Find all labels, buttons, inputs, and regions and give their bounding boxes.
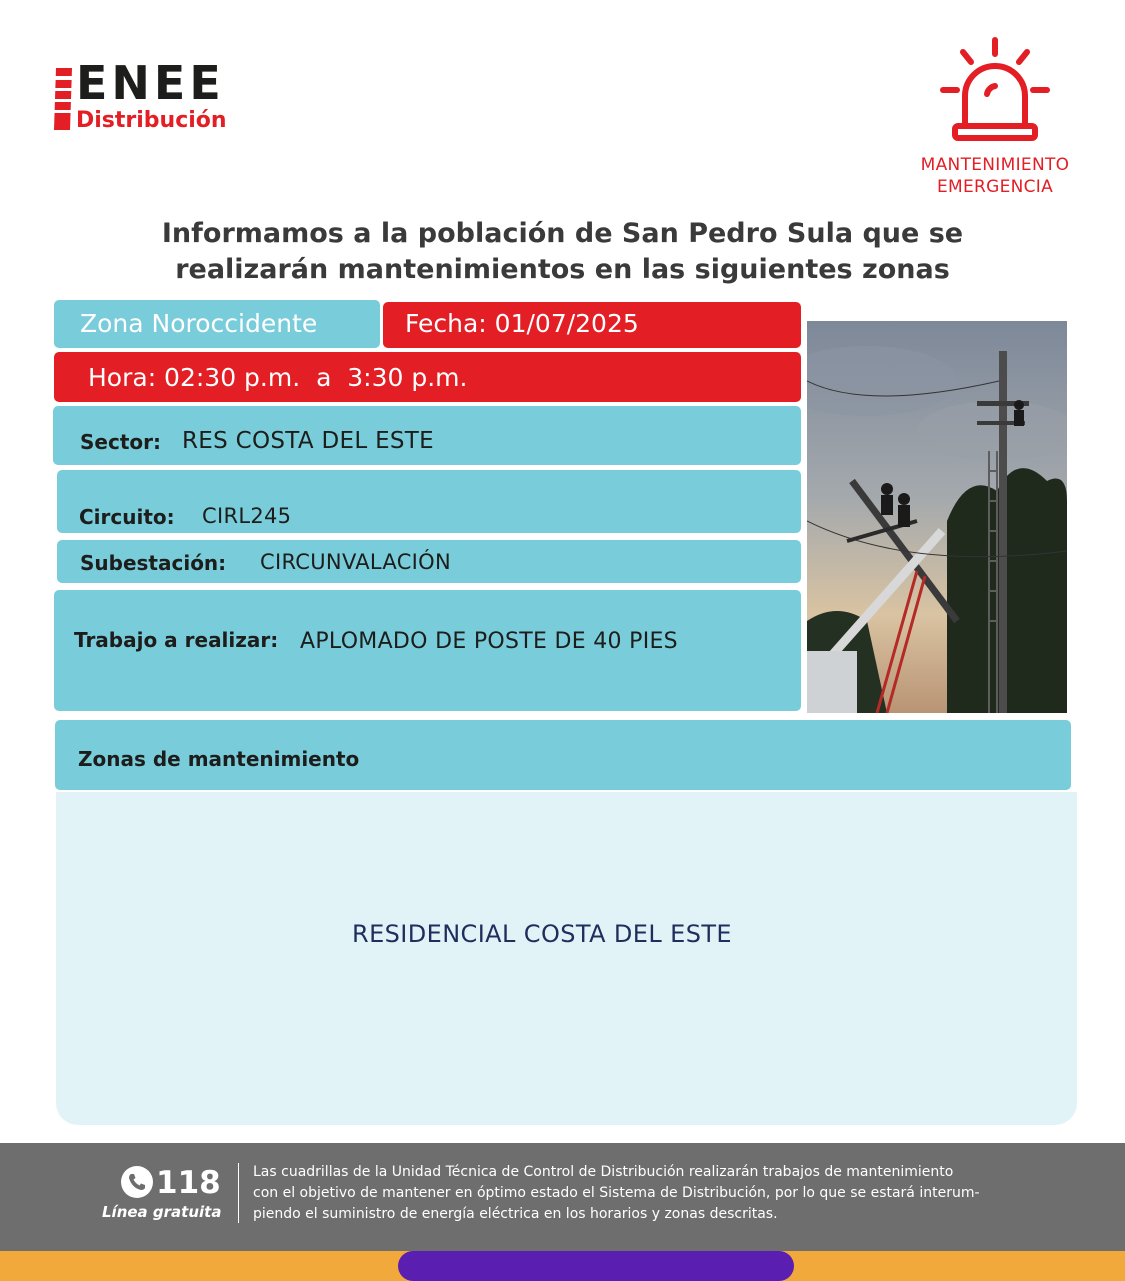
bar-segment-purple: [398, 1251, 794, 1281]
substation-value: CIRCUNVALACIÓN: [260, 550, 452, 574]
circuit-value: CIRL245: [202, 504, 292, 528]
zone-box: [54, 300, 380, 348]
bar-segment-orange: [0, 1251, 416, 1281]
sector-value: RES COSTA DEL ESTE: [182, 428, 434, 454]
work-value: APLOMADO DE POSTE DE 40 PIES: [300, 629, 678, 654]
zones-header-box: [55, 720, 1071, 790]
hour-label: Hora: 02:30 p.m. a 3:30 p.m.: [88, 363, 468, 392]
sector-label: Sector:: [80, 430, 161, 454]
hour-box: [54, 352, 801, 402]
zones-value: RESIDENCIAL COSTA DEL ESTE: [352, 920, 732, 948]
circuit-label: Circuito:: [79, 505, 175, 529]
circuit-box: [57, 470, 801, 533]
sector-box: [53, 406, 801, 465]
enee-logo: [52, 56, 282, 138]
footer: [0, 1143, 1125, 1251]
date-box: [383, 302, 801, 348]
utility-pole-photo: [807, 321, 1067, 713]
hotline-label: Línea gratuita: [102, 1203, 222, 1221]
zones-content-box: [56, 792, 1077, 1125]
logo-subtitle: Distribución: [76, 108, 227, 133]
footer-notice-line-2: con el objetivo de mantener en óptimo estado el Sistema de Distribución, por lo que se estará interum-: [253, 1185, 980, 1201]
zones-label: Zonas de mantenimiento: [78, 747, 360, 771]
enee-logo-mark: [52, 66, 74, 132]
work-box: [54, 590, 801, 711]
badge-line-2: EMERGENCIA: [936, 177, 1054, 197]
heading-line-2: realizarán mantenimientos en las siguientes zonas: [175, 254, 950, 285]
siren-icon: [935, 34, 1055, 144]
footer-divider: [238, 1163, 239, 1223]
substation-label: Subestación:: [80, 551, 227, 575]
badge-line-1: MANTENIMIENTO: [920, 155, 1070, 175]
phone-icon: [120, 1165, 154, 1199]
zone-label: Zona Noroccidente: [80, 309, 318, 338]
bottom-color-bar: [0, 1251, 1125, 1281]
hotline-number: 118: [156, 1165, 221, 1201]
announcement-heading: [80, 216, 1045, 288]
footer-notice-line-1: Las cuadrillas de la Unidad Técnica de Control de Distribución realizarán trabajos de mantenimiento: [253, 1164, 954, 1180]
emergency-badge-text: [900, 154, 1090, 198]
substation-box: [57, 540, 801, 583]
logo-wordmark: ENEE: [76, 56, 225, 110]
work-label: Trabajo a realizar:: [74, 628, 279, 652]
footer-notice-line-3: piendo el suministro de energía eléctrica en los horarios y zonas descritas.: [253, 1206, 778, 1222]
heading-line-1: Informamos a la población de San Pedro Sula que se: [161, 218, 964, 249]
date-label: Fecha: 01/07/2025: [405, 309, 639, 338]
emergency-badge: [900, 34, 1090, 204]
footer-notice: [253, 1162, 1053, 1225]
